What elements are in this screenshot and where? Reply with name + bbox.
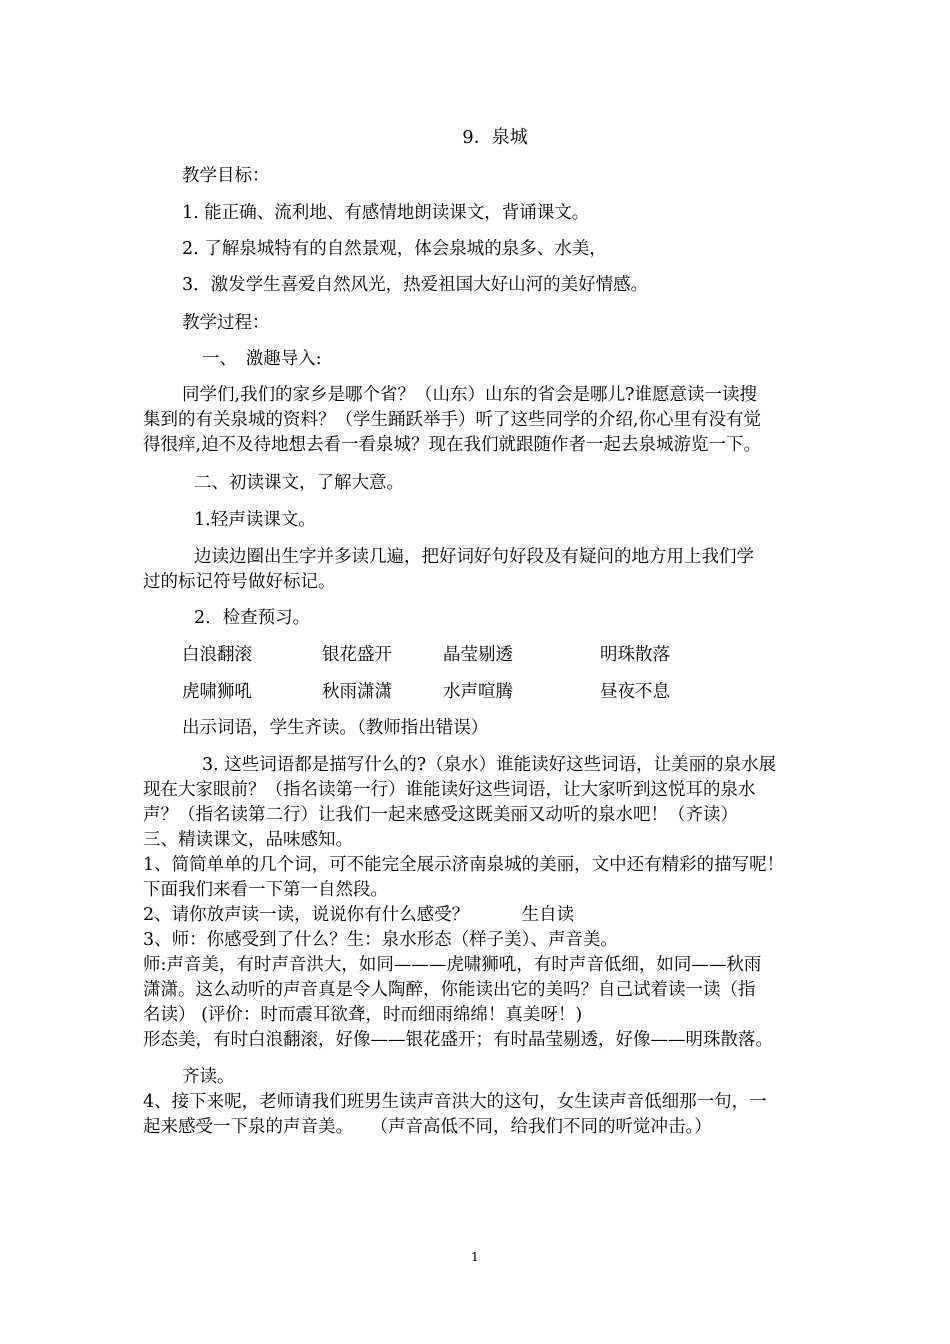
step1-para-line-1: 边读边圈出生字并多读几遍，把好词好句好段及有疑问的地方用上我们学: [194, 547, 754, 567]
section1-heading: 一、 激趣导入:: [202, 349, 322, 369]
word-item: 虎啸狮吼: [182, 682, 252, 702]
step3-para-line-3: 声？（指名读第二行）让我们一起来感受这既美丽又动听的泉水吧！（齐读）: [143, 805, 738, 825]
word-item: 昼夜不息: [600, 682, 670, 702]
section3-line-10: 起来感受一下泉的声音美。 （声音高低不同，给我们不同的听觉冲击。）: [143, 1117, 712, 1137]
word-item: 晶莹剔透: [443, 645, 513, 665]
section3-line-1: 1、简简单单的几个词，可不能完全展示济南泉城的美丽，文中还有精彩的描写呢！: [143, 855, 785, 875]
section3-line-7: 名读） (评价：时而震耳欲聋，时而细雨绵绵！真美呀！): [143, 1005, 583, 1025]
word-item: 水声喧腾: [443, 682, 513, 702]
section3-line-6: 潇潇。这么动听的声音真是令人陶醉，你能读出它的美吗？自己试着读一读（指: [143, 980, 756, 1000]
read-together-line: 齐读。: [182, 1067, 235, 1087]
step2-heading: 2．检查预习。: [194, 608, 311, 628]
step3-para-line-2: 现在大家眼前？（指名读第一行）谁能读好这些词语，让大家听到这悦耳的泉水: [143, 780, 756, 800]
objective-1: 1. 能正确、流利地、有感情地朗读课文，背诵课文。: [182, 203, 590, 223]
section3-line-8: 形态美，有时白浪翻滚，好像——银花盛开；有时晶莹剔透，好像——明珠散落。: [143, 1030, 773, 1050]
section3-line-5: 师:声音美，有时声音洪大，如同———虎啸狮吼，有时声音低细，如同——秋雨: [143, 955, 762, 975]
section3-line-2: 下面我们来看一下第一自然段。: [143, 880, 388, 900]
step1-para-line-2: 过的标记符号做好标记。: [143, 572, 336, 592]
section3-line-3: 2、请你放声读一读，说说你有什么感受？ 生自读: [143, 905, 575, 925]
section3-line-9: 4、接下来呢，老师请我们班男生读声音洪大的这句，女生读声音低细那一句，一: [143, 1092, 767, 1112]
section3-heading: 三、精读课文，品味感知。: [143, 830, 353, 850]
section3-line-4: 3、师：你感受到了什么？生：泉水形态（样子美）、声音美。: [143, 930, 618, 950]
step1-heading: 1.轻声读课文。: [194, 510, 316, 530]
page-number: 1: [471, 1250, 479, 1264]
objective-2: 2. 了解泉城特有的自然景观，体会泉城的泉多、水美，: [182, 239, 607, 259]
process-heading: 教学过程：: [182, 313, 270, 333]
step3-para-line-1: 3. 这些词语都是描写什么的?（泉水）谁能读好这些词语，让美丽的泉水展: [202, 755, 777, 775]
objective-3: 3．激发学生喜爱自然风光，热爱祖国大好山河的美好情感。: [182, 275, 649, 295]
section1-para-line-2: 集到的有关泉城的资料？（学生踊跃举手）听了这些同学的介绍,你心里有没有觉: [143, 410, 762, 430]
section2-heading: 二、初读课文，了解大意。: [194, 473, 404, 493]
word-item: 明珠散落: [600, 645, 670, 665]
word-item: 银花盛开: [322, 645, 392, 665]
lesson-title: 9．泉城: [462, 127, 528, 148]
word-item: 白浪翻滚: [182, 645, 252, 665]
word-item: 秋雨潇潇: [322, 682, 392, 702]
objectives-heading: 教学目标：: [182, 166, 270, 186]
show-words-line: 出示词语，学生齐读。（教师指出错误）: [182, 718, 489, 738]
section1-para-line-3: 得很痒,迫不及待地想去看一看泉城？现在我们就跟随作者一起去泉城游览一下。: [143, 435, 762, 455]
section1-para-line-1: 同学们,我们的家乡是哪个省？（山东）山东的省会是哪儿?谁愿意读一读搜: [182, 385, 757, 405]
